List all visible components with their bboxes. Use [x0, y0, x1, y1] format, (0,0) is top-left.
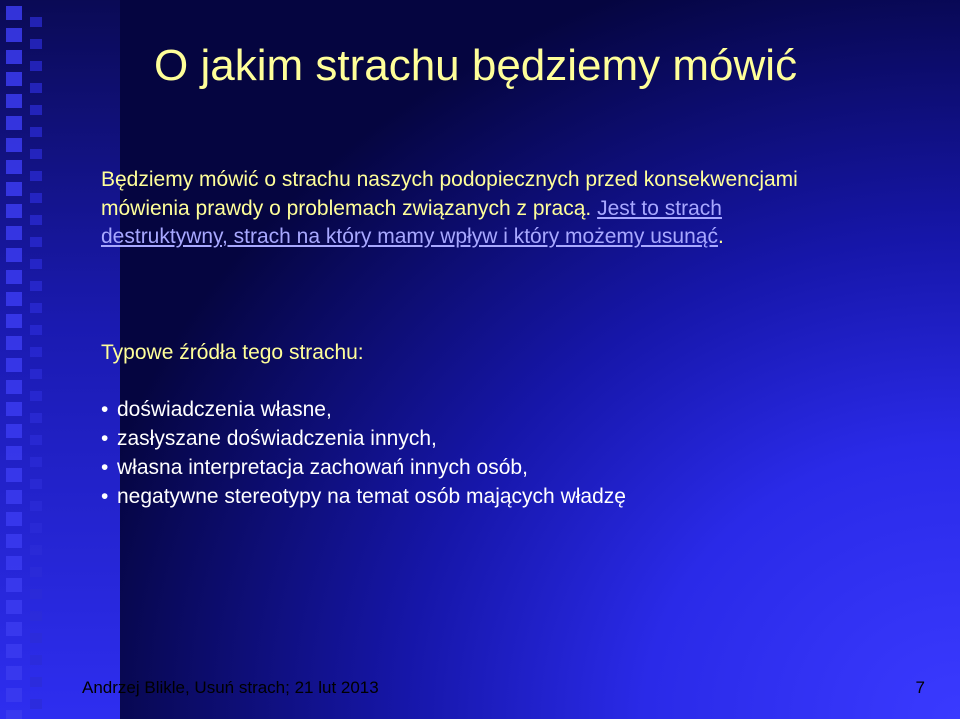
decorative-square — [30, 127, 42, 137]
list-item — [101, 453, 626, 482]
decorative-square — [30, 259, 42, 269]
bullet-icon: • — [101, 456, 109, 479]
decorative-square — [6, 28, 22, 42]
decorative-square — [30, 325, 42, 335]
decorative-square — [30, 677, 42, 687]
decorative-square — [6, 468, 22, 482]
intro-text: Będziemy mówić o strachu naszych podopiecznych przed konsekwencjami mówienia prawdy o problemach związanych z pracą. — [101, 168, 798, 220]
decorative-square — [30, 369, 42, 379]
decorative-square — [30, 435, 42, 445]
list-item-text: doświadczenia własne, — [117, 398, 332, 421]
decorative-square — [30, 215, 42, 225]
decorative-square — [30, 589, 42, 599]
decorative-square — [30, 479, 42, 489]
decorative-square — [6, 160, 22, 174]
slide-title: O jakim strachu będziemy mówić — [154, 41, 798, 90]
decorative-square — [6, 50, 22, 64]
decorative-square — [6, 72, 22, 86]
intro-paragraph — [101, 166, 841, 252]
decorative-square — [30, 237, 42, 247]
decorative-square — [6, 534, 22, 548]
decorative-square — [6, 116, 22, 130]
intro-end: . — [717, 225, 724, 248]
decorative-square — [30, 105, 42, 115]
decorative-square — [30, 303, 42, 313]
bullet-icon: • — [101, 485, 109, 508]
decorative-square — [30, 699, 42, 709]
list-item-text: zasłyszane doświadczenia innych, — [117, 427, 437, 450]
decorative-square — [6, 688, 22, 702]
list-item — [101, 424, 626, 453]
decorative-square — [6, 644, 22, 658]
decorative-square — [30, 83, 42, 93]
decorative-square — [30, 281, 42, 291]
decorative-square — [6, 446, 22, 460]
decorative-square — [6, 380, 22, 394]
decorative-square — [30, 501, 42, 511]
decorative-square — [30, 567, 42, 577]
decorative-square — [30, 149, 42, 159]
decorative-square — [30, 171, 42, 181]
decorative-square — [6, 270, 22, 284]
decorative-square — [30, 413, 42, 423]
list-item — [101, 482, 626, 511]
decorative-square — [6, 6, 22, 20]
decorative-square — [30, 457, 42, 467]
decorative-square — [30, 39, 42, 49]
decorative-square — [6, 556, 22, 570]
decorative-square — [6, 226, 22, 240]
decorative-square — [6, 666, 22, 680]
decorative-square — [6, 314, 22, 328]
decorative-square — [6, 710, 22, 719]
decorative-square — [6, 182, 22, 196]
decorative-square — [30, 193, 42, 203]
decorative-square — [6, 292, 22, 306]
bullet-icon: • — [101, 398, 109, 421]
sources-list — [101, 395, 626, 511]
decorative-square — [6, 490, 22, 504]
decorative-square — [6, 204, 22, 218]
decorative-square — [6, 512, 22, 526]
list-item-text: własna interpretacja zachowań innych osób, — [117, 456, 528, 479]
decorative-square — [30, 545, 42, 555]
footer-author-date: Andrzej Blikle, Usuń strach; 21 lut 2013 — [82, 678, 379, 697]
decorative-square — [6, 622, 22, 636]
decorative-square — [6, 402, 22, 416]
decorative-square — [6, 424, 22, 438]
decorative-square — [30, 61, 42, 71]
decorative-square — [6, 138, 22, 152]
decorative-square — [6, 336, 22, 350]
decorative-square — [6, 248, 22, 262]
list-item — [101, 395, 626, 424]
bullet-icon: • — [101, 427, 109, 450]
decorative-square — [30, 347, 42, 357]
sources-heading: Typowe źródła tego strachu: — [101, 341, 364, 364]
destructive-fear-link[interactable]: Jest to strach destruktywny, strach na który mamy wpływ i który możemy usunąć — [101, 196, 722, 248]
decorative-square — [30, 655, 42, 665]
decorative-square — [30, 611, 42, 621]
decorative-square — [30, 523, 42, 533]
decorative-square — [6, 358, 22, 372]
list-item-text: negatywne stereotypy na temat osób mających władzę — [117, 485, 626, 508]
decorative-square — [6, 600, 22, 614]
decorative-square — [30, 391, 42, 401]
decorative-square — [30, 633, 42, 643]
page-number: 7 — [915, 678, 925, 697]
decorative-square — [6, 578, 22, 592]
decorative-square — [30, 17, 42, 27]
decorative-square — [6, 94, 22, 108]
